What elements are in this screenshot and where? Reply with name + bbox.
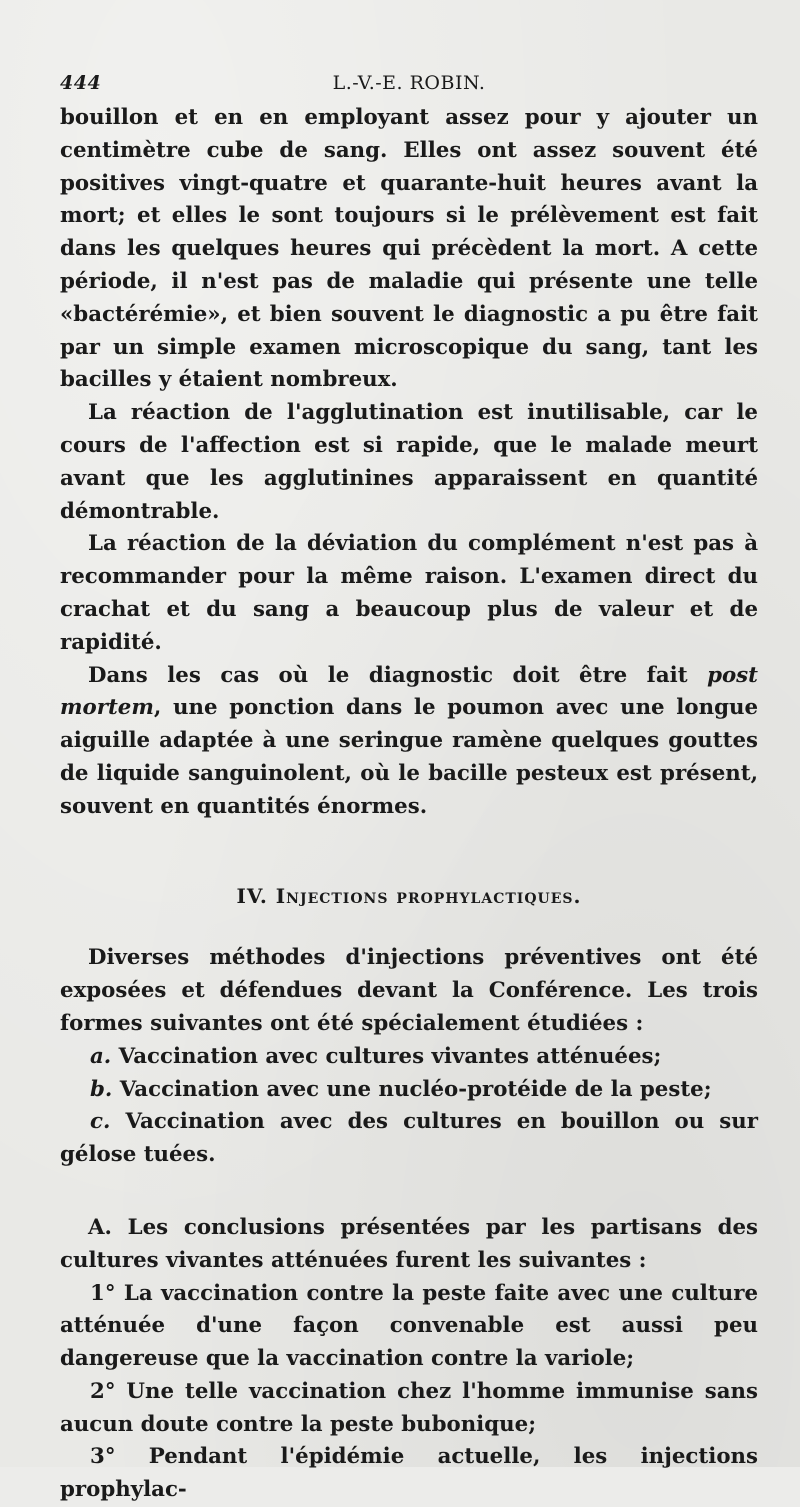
paragraph-complement-deviation: La réaction de la déviation du complément n'est pas à recommander pour la même raison. L'examen direct du crachat et du sang a beaucoup plus de valeur et de rapidité. xyxy=(60,531,758,655)
conclusion-text: Pendant l'épidémie actuelle, les injections prophylac- xyxy=(60,1444,758,1503)
list-item-b xyxy=(60,1074,758,1107)
section-heading xyxy=(60,880,758,913)
conclusion-item-3 xyxy=(60,1441,758,1507)
spacer xyxy=(60,1172,758,1212)
conclusion-text: La vaccination contre la peste faite avec une culture atténuée d'une façon convenable est aussi peu dangereuse que la vaccination contre la variole; xyxy=(60,1280,758,1372)
running-header xyxy=(60,66,758,102)
list-item-a xyxy=(60,1041,758,1074)
conclusion-text: Une telle vaccination chez l'homme immunise sans aucun doute contre la peste bubonique; xyxy=(60,1378,758,1437)
running-title: L.-V.-E. ROBIN. xyxy=(332,72,486,94)
conclusion-marker: 3° xyxy=(90,1444,116,1470)
paragraph-continuation: bouillon et en en employant assez pour y ajouter un centimètre cube de sang. Elles ont assez souvent été positives vingt-quatre et quarante-huit heures avant la mort; et elles le sont toujours si le prélèvement est fait dans les quelques heures qui précèdent la mort. A cette période, il n'est pas de maladie qui présente une telle «bactérémie», et bien souvent le diagnostic a pu être fait par un simple examen microscopique du sang, tant les bacilles y étaient nombreux. xyxy=(60,105,758,393)
list-marker: a. xyxy=(90,1043,112,1069)
conclusion-marker: 2° xyxy=(90,1378,116,1404)
paragraph-section-intro: Diverses méthodes d'injections préventives ont été exposées et défendues devant la Conférence. Les trois formes suivantes ont été spécialement étudiées : xyxy=(60,945,758,1036)
section-title: Injections prophylactiques. xyxy=(275,883,582,908)
conclusion-marker: 1° xyxy=(90,1280,116,1306)
list-item-text: Vaccination avec cultures vivantes atténuées; xyxy=(118,1043,662,1069)
section-number: IV. xyxy=(236,883,268,908)
paragraph-post-mortem-italic: post mortem xyxy=(60,662,758,721)
list-marker: b. xyxy=(90,1076,113,1102)
list-marker: c. xyxy=(90,1109,111,1135)
list-item-c xyxy=(60,1106,758,1172)
paragraph-subsection-a: A. Les conclusions présentées par les partisans des cultures vivantes atténuées furent les suivantes : xyxy=(60,1214,758,1273)
paragraph-agglutination: La réaction de l'agglutination est inutilisable, car le cours de l'affection est si rapide, que le malade meurt avant que les agglutinines apparaissent en quantité démontrable. xyxy=(60,400,758,524)
list-item-text: Vaccination avec des cultures en bouillon ou sur gélose tuées. xyxy=(60,1109,758,1168)
paragraph-post-mortem xyxy=(60,660,758,824)
paragraph-post-mortem-before: Dans les cas où le diagnostic doit être fait xyxy=(88,662,708,688)
paragraph-post-mortem-after: , une ponction dans le poumon avec une longue aiguille adaptée à une seringue ramène quelques gouttes de liquide sanguinolent, où le bacille pesteux est présent, souvent en quantités énormes. xyxy=(60,695,758,819)
conclusion-item-2 xyxy=(60,1376,758,1442)
conclusion-item-1 xyxy=(60,1278,758,1376)
page-number: 444 xyxy=(60,72,102,94)
page-body xyxy=(60,102,758,1507)
list-item-text: Vaccination avec une nucléo-protéide de la peste; xyxy=(119,1076,712,1102)
